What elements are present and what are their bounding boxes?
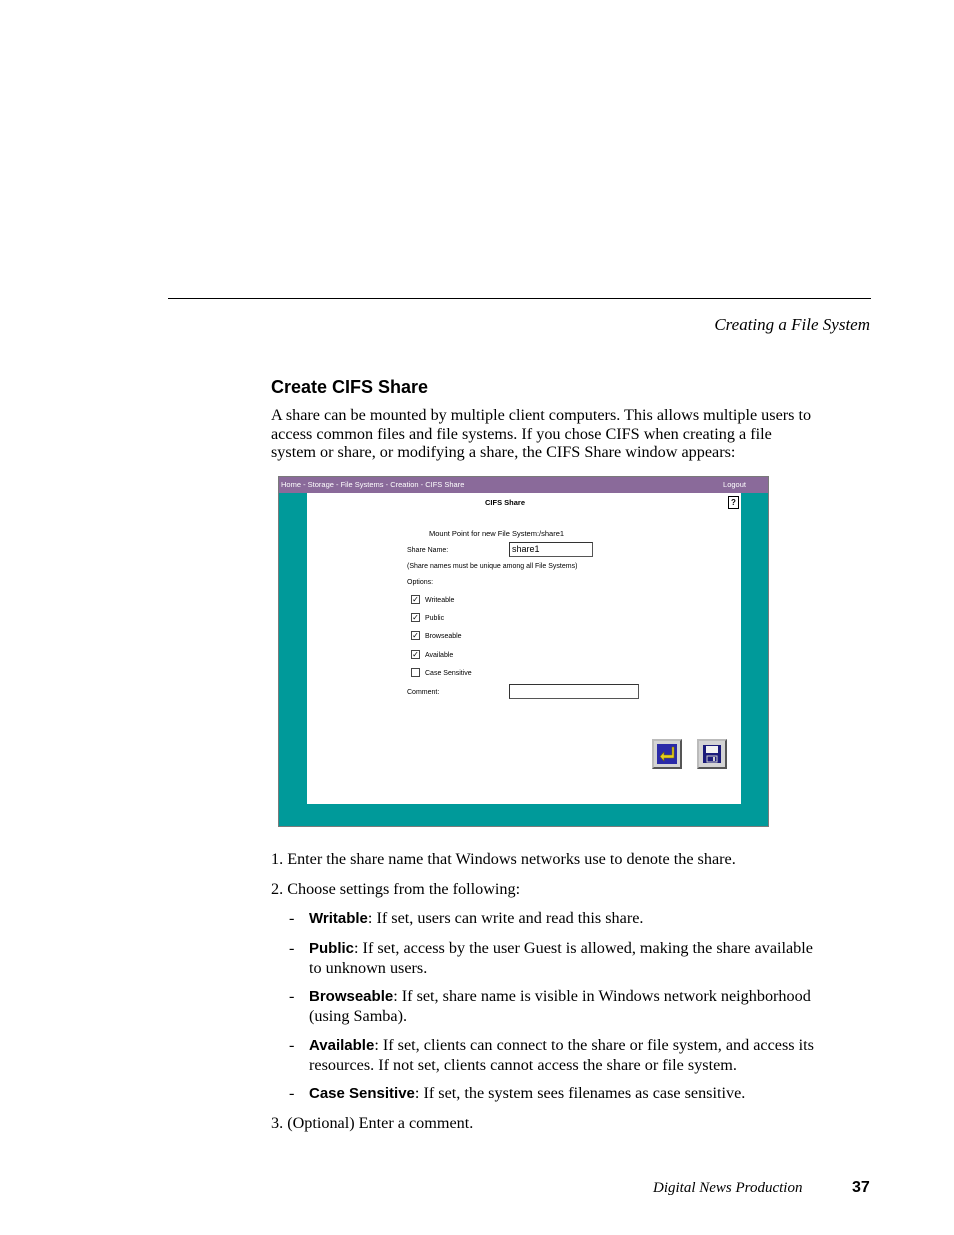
back-button[interactable] (652, 739, 682, 769)
step-2: 2. Choose settings from the following: (271, 880, 521, 898)
setting-term: Available (309, 1037, 375, 1054)
share-name-input[interactable]: share1 (509, 542, 593, 557)
setting-desc: : If set, share name is visible in Windows network neighborhood (using Samba). (309, 987, 811, 1025)
step-1: 1. Enter the share name that Windows networks use to denote the share. (271, 850, 736, 868)
window-title: CIFS Share (485, 498, 526, 507)
setting-desc: : If set, clients can connect to the share or file system, and access its resources. If not set, clients cannot access the share or file system. (309, 1036, 814, 1074)
setting-writable: - Writable: If set, users can write and read this share. (289, 909, 644, 927)
available-checkbox[interactable]: ✓ (412, 650, 419, 659)
setting-available: - Available: If set, clients can connect to the share or file system, and access its resources. If not set, clients cannot access the share or file system. (289, 1036, 814, 1074)
public-checkbox[interactable]: ✓ (412, 613, 419, 622)
browseable-label: Browseable (425, 633, 462, 640)
options-label: Options: (407, 579, 434, 586)
public-label: Public (425, 615, 445, 622)
setting-desc: : If set, access by the user Guest is allowed, making the share available to unknown users. (309, 939, 813, 977)
section-title: Create CIFS Share (271, 377, 429, 397)
running-head: Creating a File System (714, 315, 870, 334)
step-3: 3. (Optional) Enter a comment. (271, 1114, 474, 1132)
share-name-label: Share Name: (407, 547, 449, 554)
setting-term: Writable (309, 910, 368, 927)
setting-term: Browseable (309, 988, 394, 1005)
mount-point-text: Mount Point for new File System:/share1 (429, 529, 565, 538)
return-arrow-icon (657, 744, 677, 764)
breadcrumb[interactable]: Home - Storage - File Systems - Creation - CIFS Share (281, 480, 465, 489)
help-icon[interactable]: ? (728, 496, 739, 509)
save-button[interactable] (697, 739, 727, 769)
setting-public: - Public: If set, access by the user Guest is allowed, making the share available to unknown users. (289, 939, 813, 977)
cifs-share-panel (307, 493, 741, 804)
case-sensitive-checkbox[interactable] (411, 668, 420, 677)
setting-term: Public (309, 940, 355, 957)
floppy-disk-icon (702, 744, 722, 764)
footer-publication: Digital News Production (653, 1180, 803, 1196)
setting-browseable: - Browseable: If set, share name is visible in Windows network neighborhood (using Samba). (289, 987, 811, 1025)
writeable-checkbox[interactable]: ✓ (412, 595, 419, 604)
browseable-checkbox[interactable]: ✓ (412, 631, 419, 640)
logout-link[interactable]: Logout (723, 480, 746, 489)
setting-term: Case Sensitive (309, 1085, 415, 1102)
comment-label: Comment: (407, 689, 440, 696)
setting-desc: : If set, users can write and read this share. (367, 909, 644, 927)
nav-bar (279, 477, 768, 493)
comment-input[interactable] (509, 684, 639, 699)
setting-case-sensitive: - Case Sensitive: If set, the system sees filenames as case sensitive. (289, 1084, 746, 1102)
setting-desc: : If set, the system sees filenames as case sensitive. (414, 1084, 746, 1102)
header-rule (168, 298, 871, 299)
unique-note: (Share names must be unique among all File Systems) (407, 563, 578, 570)
intro-paragraph: A share can be mounted by multiple client computers. This allows multiple users to access common files and file systems. If you chose CIFS when creating a file system or share, or modifying a share, the CIFS Share window appears: (271, 406, 812, 462)
cifs-share-screenshot (278, 476, 769, 827)
page-number: 37 (852, 1179, 870, 1196)
case-sensitive-label: Case Sensitive (425, 670, 472, 677)
available-label: Available (425, 652, 454, 659)
writeable-label: Writeable (425, 597, 455, 604)
